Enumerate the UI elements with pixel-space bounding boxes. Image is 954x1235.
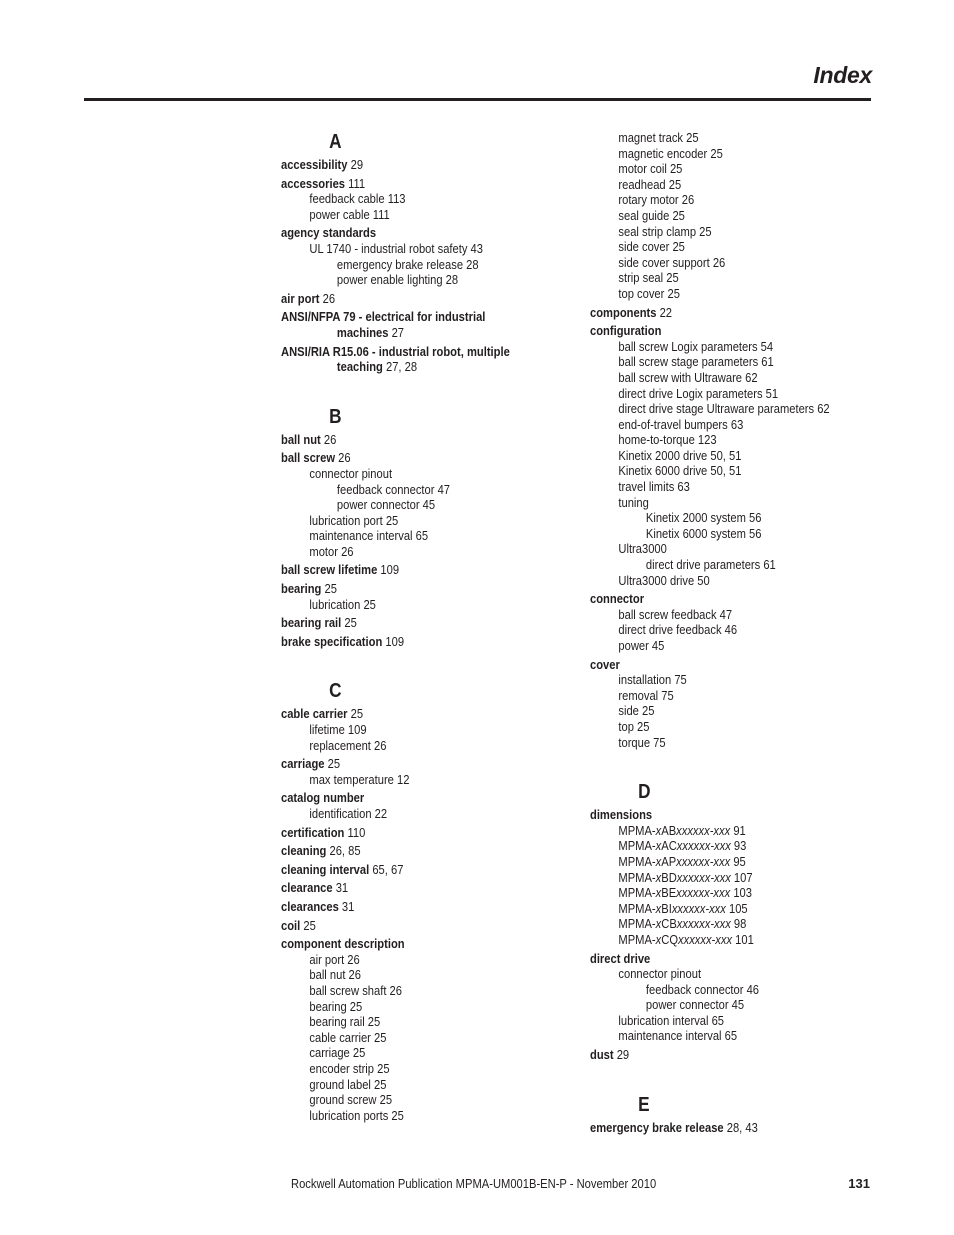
index-text-italic: xxxxxx-xxx (678, 931, 733, 947)
index-entry (618, 495, 873, 511)
index-entry (618, 1028, 873, 1044)
index-pages: 25 (321, 581, 337, 597)
index-text: lubrication 25 (309, 596, 376, 612)
index-entry (618, 286, 873, 302)
index-term: direct drive (590, 950, 651, 966)
index-pages: 107 (730, 869, 753, 885)
index-text: lubrication port 25 (309, 512, 399, 528)
index-text: power connector 45 (645, 997, 745, 1013)
index-pages: 22 (656, 304, 673, 320)
index-text: lubrication interval 65 (618, 1012, 725, 1028)
index-term: machines (336, 324, 389, 340)
index-term: coil (281, 917, 301, 933)
index-term: ball screw lifetime (281, 562, 378, 578)
index-entry (618, 386, 873, 402)
index-entry (646, 557, 874, 573)
index-entry (618, 224, 873, 240)
index-text: ground screw 25 (309, 1092, 393, 1108)
index-text: readhead 25 (618, 176, 682, 192)
index-text: MPMA- (618, 869, 656, 885)
index-entry (309, 1045, 564, 1061)
index-column-left (281, 130, 565, 1123)
index-pages: 101 (732, 931, 754, 947)
index-term: bearing (281, 581, 322, 597)
index-text-italic: xxxxxx-xxx (676, 853, 731, 869)
index-entry (618, 901, 873, 917)
index-text: carriage 25 (309, 1045, 366, 1061)
index-pages: 95 (730, 853, 746, 869)
index-term: emergency brake release (590, 1119, 724, 1135)
index-text-italic: x (655, 931, 662, 947)
index-entry (618, 719, 873, 735)
index-text: ball screw with Ultraware 62 (618, 369, 758, 385)
index-term: connector (590, 591, 645, 607)
index-entry (646, 526, 874, 542)
index-text: feedback connector 46 (645, 981, 760, 997)
index-entry (618, 479, 873, 495)
index-entry (618, 823, 873, 839)
index-text-italic: x (655, 838, 662, 854)
footer-publication: Rockwell Automation Publication MPMA-UM001B-EN-P - November 2010 (291, 1176, 657, 1191)
index-term: configuration (590, 323, 662, 339)
index-entry (618, 130, 873, 146)
index-text: power enable lighting 28 (336, 272, 459, 288)
index-pages: 109 (382, 633, 405, 649)
index-text: lifetime 109 (309, 722, 367, 738)
index-text: tuning (618, 494, 649, 510)
index-term: agency standards (281, 225, 377, 241)
index-text: torque 75 (618, 734, 666, 750)
index-entry (337, 482, 565, 498)
index-entry (618, 672, 873, 688)
index-text: magnetic encoder 25 (618, 145, 723, 161)
index-text: Kinetix 6000 system 56 (645, 525, 762, 541)
index-pages: 25 (300, 917, 316, 933)
index-text: connector pinout (309, 465, 393, 481)
index-text: ball screw Logix parameters 54 (618, 338, 774, 354)
index-entry (309, 722, 564, 738)
index-section-letter: E (638, 1093, 650, 1116)
index-pages: 26 (320, 431, 337, 447)
index-pages: 27, 28 (382, 359, 418, 375)
index-entry (281, 896, 565, 915)
index-entry (309, 1108, 564, 1124)
index-entry (309, 528, 564, 544)
index-text-italic: xxxxxx-xxx (676, 838, 731, 854)
index-text: bearing 25 (309, 998, 363, 1014)
index-entry (281, 859, 565, 878)
index-entry (337, 325, 565, 341)
index-text-italic: xxxxxx-xxx (676, 885, 731, 901)
index-term: cleaning interval (281, 861, 370, 877)
index-pages: 103 (730, 885, 752, 901)
index-entry (590, 1117, 874, 1136)
index-text: motor coil 25 (618, 161, 683, 177)
index-entry (618, 270, 873, 286)
index-entry (618, 573, 873, 589)
index-entry (618, 703, 873, 719)
index-term: dust (590, 1047, 614, 1063)
index-pages: 27 (388, 324, 405, 340)
index-pages: 25 (341, 615, 357, 631)
index-pages: 28, 43 (723, 1119, 758, 1135)
index-entry (309, 999, 564, 1015)
index-text: top 25 (618, 718, 650, 734)
index-entry (281, 559, 565, 578)
index-entry (309, 544, 564, 560)
section-spacer (281, 649, 565, 679)
index-entry (281, 578, 565, 597)
index-text: seal strip clamp 25 (618, 223, 712, 239)
index-pages: 31 (338, 898, 355, 914)
index-text-italic: x (655, 822, 662, 838)
index-text: Kinetix 2000 system 56 (645, 510, 762, 526)
index-text-italic: x (655, 885, 662, 901)
index-term: cleaning (281, 843, 327, 859)
index-term: catalog number (281, 790, 365, 806)
index-entry (281, 447, 565, 466)
index-text: identification 22 (309, 806, 388, 821)
index-pages: 111 (345, 175, 366, 191)
index-text: encoder strip 25 (309, 1060, 390, 1076)
index-section-letter: C (329, 680, 342, 703)
index-text: air port 26 (309, 951, 360, 967)
index-entry (309, 241, 564, 257)
index-term: ball screw (281, 450, 336, 466)
index-entry (618, 192, 873, 208)
index-entry (618, 932, 873, 948)
index-text: MPMA- (618, 838, 656, 854)
index-term: accessibility (281, 157, 348, 172)
index-pages: 25 (324, 756, 341, 772)
index-text: direct drive Logix parameters 51 (618, 385, 779, 401)
index-term: brake specification (281, 633, 383, 649)
index-term: certification (281, 824, 345, 840)
index-term: dimensions (590, 807, 653, 823)
index-text-italic: x (655, 869, 662, 885)
index-entry (281, 631, 565, 650)
index-entry (618, 735, 873, 751)
index-entry (618, 541, 873, 557)
index-entry (309, 597, 564, 613)
index-text-italic: xxxxxx-xxx (676, 916, 731, 932)
index-term: ANSI/RIA R15.06 - industrial robot, multiple (281, 343, 510, 359)
index-entry (309, 967, 564, 983)
index-text: maintenance interval 65 (309, 528, 429, 544)
index-entry (618, 854, 873, 870)
index-entry (281, 753, 565, 772)
index-entry (618, 688, 873, 704)
index-entry (618, 463, 873, 479)
index-term: air port (281, 290, 320, 306)
index-text: ball nut 26 (309, 967, 361, 983)
index-entry (337, 497, 565, 513)
index-text: BE (661, 885, 677, 901)
index-entry (618, 146, 873, 162)
index-text: removal 75 (618, 687, 674, 703)
index-entry (618, 177, 873, 193)
index-pages: 26, 85 (326, 843, 361, 859)
index-entry (618, 448, 873, 464)
index-entry (618, 161, 873, 177)
index-text: strip seal 25 (618, 270, 679, 286)
index-text-italic: x (655, 916, 662, 932)
index-entry (309, 983, 564, 999)
index-text: end-of-travel bumpers 63 (618, 416, 744, 432)
index-text: max temperature 12 (309, 771, 410, 787)
index-text: power 45 (618, 638, 665, 653)
index-text: MPMA- (618, 916, 656, 932)
index-entry (618, 622, 873, 638)
index-entry (309, 738, 564, 754)
index-entry (618, 916, 873, 932)
index-entry (281, 612, 565, 631)
index-text: side cover support 26 (618, 254, 726, 270)
index-entry (618, 870, 873, 886)
index-text: lubrication ports 25 (309, 1107, 404, 1123)
index-entry (309, 1014, 564, 1030)
index-pages: 65, 67 (369, 861, 404, 877)
index-entry (618, 607, 873, 623)
index-pages: 29 (347, 157, 364, 172)
index-entry (309, 1077, 564, 1093)
index-entry (281, 288, 565, 307)
index-pages: 91 (730, 822, 746, 838)
index-entry (590, 654, 874, 673)
index-entry (590, 804, 874, 823)
index-text-italic: xxxxxx-xxx (676, 822, 731, 838)
index-entry (281, 933, 565, 952)
index-text: bearing rail 25 (309, 1014, 381, 1030)
index-text: rotary motor 26 (618, 192, 695, 208)
index-entry (590, 1044, 874, 1063)
index-text: MPMA- (618, 822, 656, 838)
index-text: seal guide 25 (618, 207, 685, 223)
index-entry (618, 885, 873, 901)
index-term: teaching (336, 359, 383, 375)
index-entry (618, 239, 873, 255)
index-text: travel limits 63 (618, 479, 690, 495)
index-entry (281, 840, 565, 859)
index-entry (618, 417, 873, 433)
index-text: home-to-torque 123 (618, 432, 717, 448)
index-pages: 105 (725, 900, 748, 916)
index-text: CQ (661, 931, 679, 947)
index-entry (337, 359, 565, 375)
index-entry (618, 432, 873, 448)
index-entry (281, 173, 565, 192)
index-text: ball screw feedback 47 (618, 606, 733, 622)
index-entry (281, 915, 565, 934)
index-entry (618, 638, 873, 654)
index-entry (281, 154, 565, 173)
index-text-italic: x (655, 853, 662, 869)
index-term: bearing rail (281, 615, 342, 631)
index-pages: 25 (347, 706, 364, 722)
index-term: ANSI/NFPA 79 - electrical for industrial (281, 309, 486, 325)
index-entry (309, 207, 564, 223)
index-entry (618, 339, 873, 355)
page-title: Index (813, 62, 872, 88)
index-entry (618, 370, 873, 386)
index-term: cover (590, 656, 620, 672)
index-pages: 109 (377, 562, 400, 578)
index-term: carriage (281, 756, 325, 772)
index-term: clearances (281, 898, 339, 914)
section-spacer (281, 375, 565, 405)
index-pages: 110 (344, 824, 366, 840)
index-term: component description (281, 936, 405, 952)
index-entry (618, 255, 873, 271)
index-text: direct drive feedback 46 (618, 622, 738, 638)
index-entry (646, 997, 874, 1013)
index-text: ball screw shaft 26 (309, 982, 402, 998)
section-spacer (590, 750, 874, 780)
index-pages: 26 (335, 450, 351, 466)
index-entry (309, 806, 564, 822)
index-text: Kinetix 2000 drive 50, 51 (618, 447, 742, 463)
index-term: ball nut (281, 431, 321, 447)
index-pages: 26 (319, 290, 336, 306)
index-entry (618, 966, 873, 982)
index-entry (590, 302, 874, 321)
index-text: ball screw stage parameters 61 (618, 354, 774, 370)
index-section-letter: A (329, 131, 342, 153)
index-text: ground label 25 (309, 1076, 387, 1092)
index-text: UL 1740 - industrial robot safety 43 (309, 240, 483, 256)
index-text: power cable 111 (309, 206, 390, 222)
index-entry (337, 257, 565, 273)
index-entry (281, 822, 565, 841)
index-entry (309, 1030, 564, 1046)
index-entry (618, 1013, 873, 1029)
index-entry (309, 952, 564, 968)
index-text: side cover 25 (618, 239, 685, 255)
index-text-italic: xxxxxx-xxx (671, 900, 726, 916)
index-entry (281, 222, 565, 241)
index-pages: 31 (332, 880, 349, 896)
page-number: 131 (848, 1176, 870, 1191)
index-text: emergency brake release 28 (336, 256, 479, 272)
index-text: AB (661, 822, 677, 838)
index-text: connector pinout (618, 966, 702, 982)
index-text: MPMA- (618, 885, 656, 901)
header-rule (84, 98, 871, 101)
index-text: feedback cable 113 (309, 191, 406, 207)
index-text: MPMA- (618, 900, 656, 916)
index-entry (309, 466, 564, 482)
index-entry (309, 513, 564, 529)
index-term: components (590, 304, 657, 320)
index-text: AP (661, 853, 677, 869)
index-text: direct drive parameters 61 (645, 557, 776, 573)
index-entry (309, 772, 564, 788)
index-entry (646, 510, 874, 526)
index-text: feedback connector 47 (336, 481, 451, 497)
index-entry (281, 703, 565, 722)
index-entry (590, 588, 874, 607)
index-text: AC (661, 838, 677, 854)
index-text: replacement 26 (309, 737, 387, 753)
index-pages: 29 (613, 1047, 630, 1063)
index-entry (309, 191, 564, 207)
index-term: accessories (281, 175, 346, 191)
index-text: Ultra3000 (618, 541, 667, 557)
index-text: maintenance interval 65 (618, 1028, 738, 1044)
index-text: BI (661, 900, 672, 916)
index-text: magnet track 25 (618, 130, 699, 145)
index-entry (590, 320, 874, 339)
index-text-italic: xxxxxx-xxx (676, 869, 731, 885)
index-entry (646, 982, 874, 998)
index-entry (590, 948, 874, 967)
index-entry (618, 354, 873, 370)
index-entry (281, 877, 565, 896)
index-text: BD (661, 869, 677, 885)
index-text: MPMA- (618, 931, 656, 947)
index-section-letter: D (638, 781, 651, 804)
index-entry (618, 208, 873, 224)
index-term: cable carrier (281, 706, 348, 722)
index-entry (309, 1092, 564, 1108)
index-entry (618, 838, 873, 854)
index-text: power connector 45 (336, 497, 436, 513)
index-text: motor 26 (309, 543, 354, 559)
index-pages: 93 (730, 838, 747, 854)
index-text-italic: x (655, 900, 662, 916)
index-entry (618, 401, 873, 417)
index-entry (281, 787, 565, 806)
index-entry (281, 341, 565, 360)
index-text: top cover 25 (618, 285, 680, 301)
index-text: cable carrier 25 (309, 1029, 387, 1045)
index-text: Ultra3000 drive 50 (618, 572, 710, 588)
index-entry (309, 1061, 564, 1077)
index-entry (281, 429, 565, 448)
index-column-right (590, 130, 874, 1135)
section-spacer (590, 1063, 874, 1093)
index-text: installation 75 (618, 672, 687, 688)
index-text: direct drive stage Ultraware parameters 62 (618, 401, 830, 417)
index-entry (281, 306, 565, 325)
index-text: MPMA- (618, 853, 656, 869)
index-section-letter: B (329, 405, 342, 428)
index-pages: 98 (730, 916, 747, 932)
index-text: Kinetix 6000 drive 50, 51 (618, 463, 742, 479)
index-text: side 25 (618, 703, 655, 719)
index-term: clearance (281, 880, 333, 896)
index-entry (337, 272, 565, 288)
index-text: CB (661, 916, 677, 932)
